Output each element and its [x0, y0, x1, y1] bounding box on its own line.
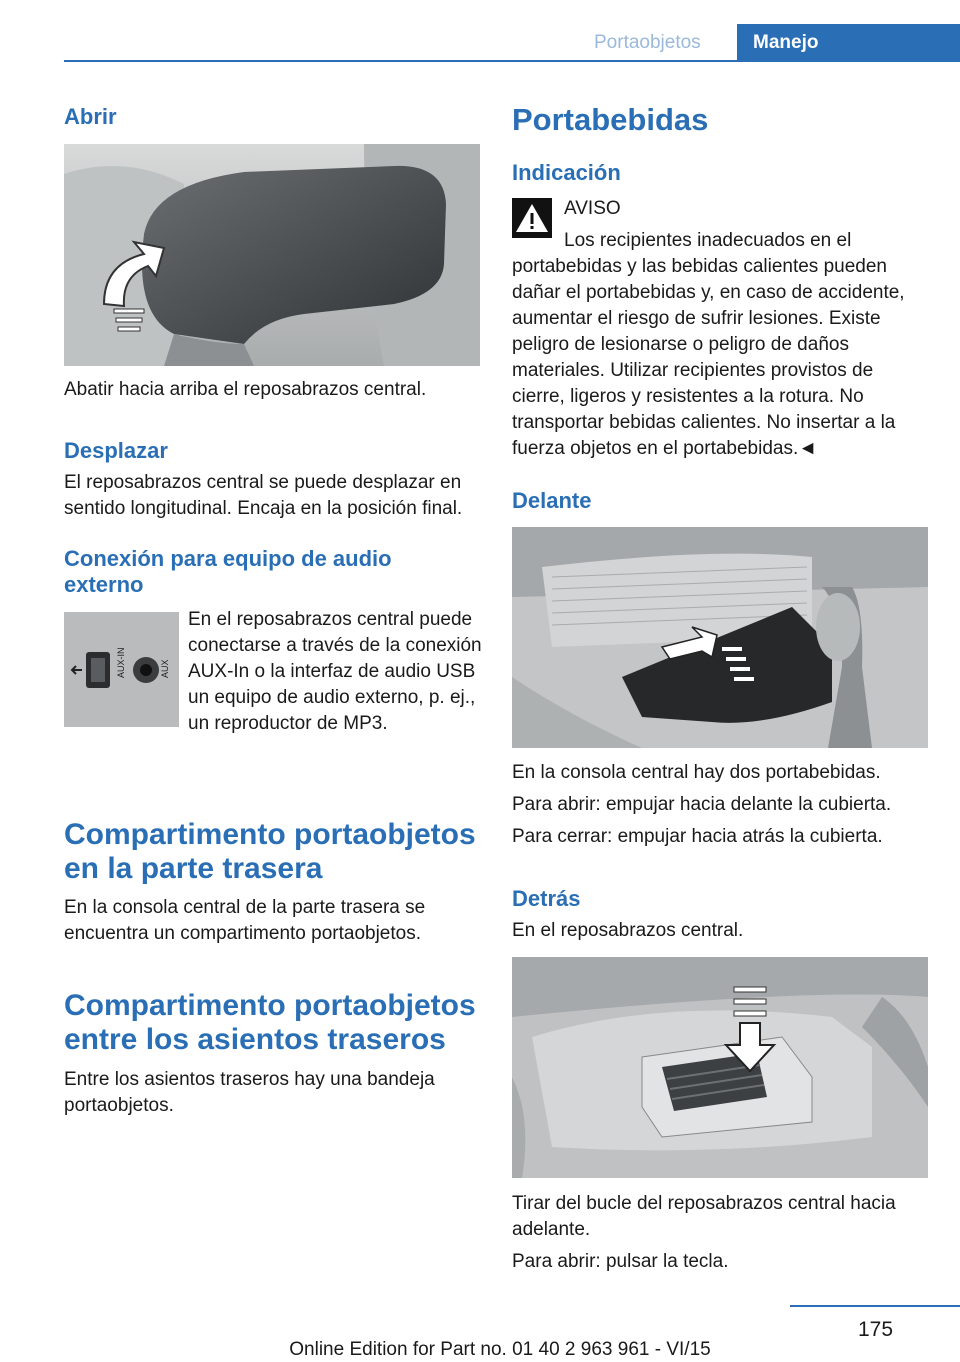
- delante-heading: Delante: [512, 488, 592, 513]
- footer-text: Online Edition for Part no. 01 40 2 963 961 - VI/15: [289, 1339, 711, 1360]
- portabebidas-heading: Portabebidas: [512, 102, 709, 137]
- detras-heading: Detrás: [512, 886, 581, 911]
- abrir-caption: Abatir hacia arriba el reposabrazos central.: [64, 379, 427, 400]
- desplazar-heading: Desplazar: [64, 438, 168, 463]
- warning-text: Los recipientes inadecuados en el portabebidas y las bebidas calientes pueden dañar el portabebidas y, en caso de accidente, aumentar el riesgo de sufrir lesiones. Existe peligro de lesionarse o peligro de daños materiales. Utilizar recipientes provistos de cierre, ligeros y resistentes a la rotura. No transportar bebidas calientes. No insertar a la fuerza objetos en el portabebidas.◄: [512, 230, 905, 459]
- conexion-text-part: En el reposabrazos central puede conectarse a través de la conexión AUX-In o la interfaz de audio USB un equipo de audio externo, p. ej., un reproductor de MP3.: [188, 609, 482, 734]
- compartimento-asientos-heading: Compartimento portaobjetos entre los asientos traseros: [64, 989, 476, 1056]
- desplazar-text: El reposabrazos central se puede desplazar en sentido longitudinal. Encaja en la posición final.: [64, 472, 463, 519]
- aux-label: AUX: [160, 659, 170, 678]
- delante-caption-3: Para cerrar: empujar hacia atrás la cubierta.: [512, 826, 883, 847]
- compartimento-trasera-heading: Compartimento portaobjetos en la parte trasera: [64, 818, 476, 885]
- warning-title: AVISO: [564, 198, 621, 219]
- delante-caption-1: En la consola central hay dos portabebidas.: [512, 762, 881, 783]
- abrir-heading: Abrir: [64, 104, 117, 129]
- delante-caption-2: Para abrir: empujar hacia delante la cubierta.: [512, 794, 892, 815]
- header-chapter-tab: Manejo: [737, 24, 960, 62]
- detras-caption-2: Para abrir: pulsar la tecla.: [512, 1251, 729, 1272]
- conexion-text-wrap: [188, 607, 482, 737]
- aux-usb-image: [64, 612, 179, 727]
- compartimento-trasera-text: En la consola central de la parte trasera se encuentra un compartimento portaobjetos.: [64, 897, 426, 944]
- front-cupholder-image: [512, 527, 928, 748]
- aux-in-label: AUX-IN: [116, 647, 126, 678]
- compartimento-asientos-text: Entre los asientos traseros hay una bandeja portaobjetos.: [64, 1069, 435, 1116]
- footer-rule: [790, 1305, 960, 1307]
- conexion-heading: Conexión para equipo de audio externo: [64, 546, 392, 597]
- detras-caption-1: Tirar del bucle del reposabrazos central hacia adelante.: [512, 1193, 896, 1240]
- detras-text: En el reposabrazos central.: [512, 920, 744, 941]
- indicacion-heading: Indicación: [512, 160, 621, 185]
- header-section: Portaobjetos: [594, 32, 701, 53]
- rear-cupholder-image: [512, 957, 928, 1178]
- page-number: 175: [858, 1318, 894, 1341]
- armrest-open-image: [64, 144, 480, 366]
